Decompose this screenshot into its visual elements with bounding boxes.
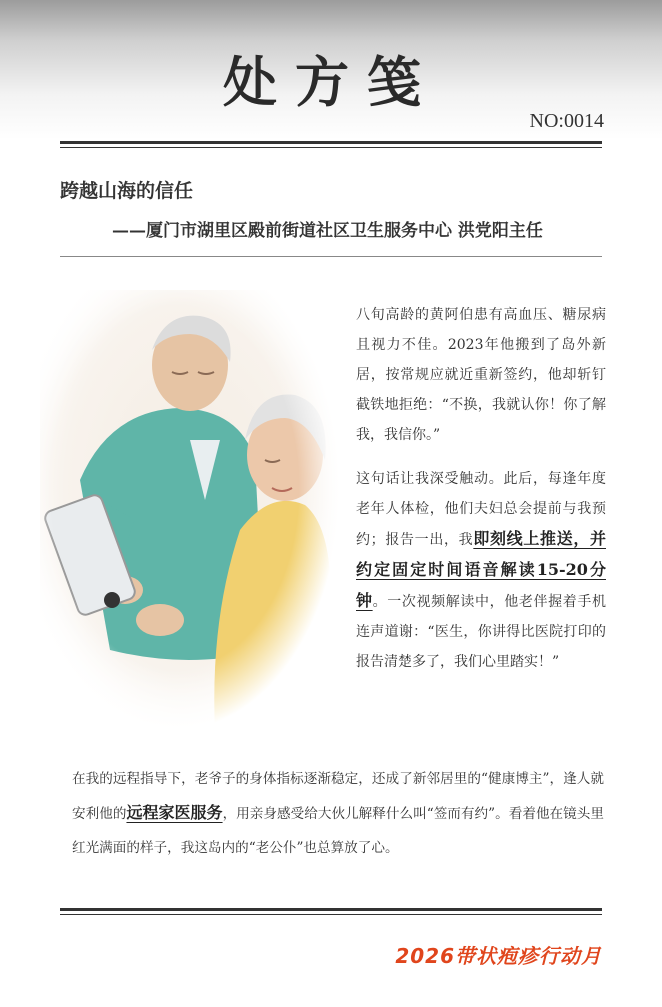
- section-divider: [60, 256, 602, 257]
- footer-rule-thin: [60, 914, 602, 915]
- paragraph-2-text-end: 。一次视频解读中，他老伴握着手机连声道谢：“医生，你讲得比医院打印的报告清楚多了，我们心里踏实！”: [356, 594, 606, 670]
- article-headline: 跨越山海的信任: [60, 180, 194, 202]
- paragraph-3-text-start: 在我的远程指导下，老爷子的身体指标逐渐稳定，还成了新邻居里的“健康博主”，逢人就安利他的: [72, 771, 604, 822]
- paragraph-1-text: 八旬高龄的黄阿伯患有高血压、糖尿病且视力不佳。2023年他搬到了岛外新居，按常规应就近重新签约，他却斩钉截铁地拒绝：“不换，我就认你！你了解我，我信你。”: [356, 307, 606, 443]
- paragraph-3: [72, 762, 604, 865]
- paragraph-1: [356, 300, 606, 450]
- header-rule-thin: [60, 147, 602, 148]
- prescription-number: NO:0014: [529, 110, 604, 132]
- paragraph-3-emphasis: 远程家医服务: [126, 803, 223, 822]
- page-title: 处方笺: [223, 50, 439, 114]
- footer-rule-thick: [60, 908, 602, 911]
- paragraph-2: [356, 464, 606, 677]
- header-rule-thick: [60, 141, 602, 144]
- article-subhead: ——厦门市湖里区殿前街道社区卫生服务中心 洪党阳主任: [112, 221, 543, 241]
- paragraph-2-text-start: 这句话让我深受触动。此后，每逢年度老年人体检，他们夫妇总会提前与我预约；报告一出，我: [356, 471, 606, 548]
- paragraph-2-emphasis: 即刻线上推送，并约定固定时间语音解读15-20分钟: [356, 529, 606, 610]
- paragraph-3-text-end: ，用亲身感受给大伙儿解释什么叫“签而有约”。看着他在镜头里红光满面的样子，我这岛内的“老公仆”也总算放了心。: [72, 806, 604, 856]
- elderly-couple-illustration: [40, 290, 340, 730]
- campaign-brand: 2026带状疱疹行动月: [395, 944, 602, 968]
